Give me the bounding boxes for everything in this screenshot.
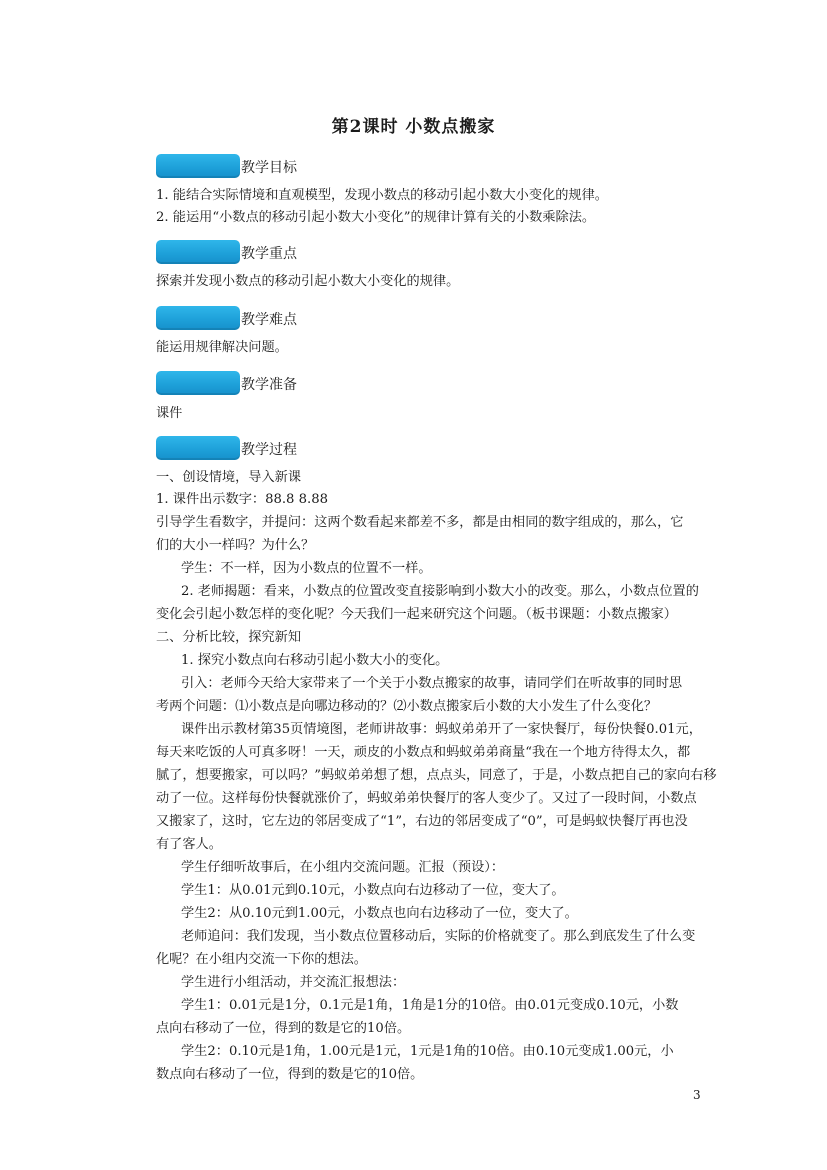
text-line: 每天来吃饭的人可真多呀！一天，顽皮的小数点和蚂蚁弟弟商量“我在一个地方待得太久，都 — [156, 745, 691, 760]
text-line: 有了客人。 — [156, 837, 222, 852]
text-line: 化呢？在小组内交流一下你的想法。 — [156, 952, 367, 967]
text-line: 数点向右移动了一位，得到的数是它的10倍。 — [156, 1067, 424, 1082]
text-line: 能运用规律解决问题。 — [156, 340, 288, 355]
text-line: 们的大小一样吗？为什么？ — [156, 538, 315, 553]
text-line: 腻了，想要搬家，可以吗？”蚂蚁弟弟想了想，点点头，同意了，于是，小数点把自己的家向右移 — [156, 768, 717, 783]
page-number: 3 — [693, 1088, 701, 1102]
section-label: 教学目标 — [241, 160, 297, 176]
text-line: 2. 老师揭题：看来，小数点的位置改变直接影响到小数大小的改变。那么，小数点位置的 — [181, 584, 699, 599]
text-line: 学生2：0.10元是1角，1.00元是1元，1元是1角的10倍。由0.10元变成1.00元，小 — [181, 1044, 674, 1059]
text-line: 点向右移动了一位，得到的数是它的10倍。 — [156, 1021, 411, 1036]
text-line: 变化会引起小数怎样的变化呢？今天我们一起来研究这个问题。（板书课题：小数点搬家） — [156, 607, 677, 622]
text-line: 学生仔细听故事后，在小组内交流问题。汇报（预设）： — [181, 860, 505, 875]
text-line: 2. 能运用“小数点的移动引起小数大小变化”的规律计算有关的小数乘除法。 — [156, 210, 596, 225]
text-line: 学生：不一样，因为小数点的位置不一样。 — [181, 561, 432, 576]
text-line: 1. 课件出示数字：88.8 8.88 — [156, 492, 329, 507]
text-line: 课件出示教材第35页情境图，老师讲故事：蚂蚁弟弟开了一家快餐厅，每份快餐0.01元， — [181, 722, 702, 737]
section-header-difficulty — [156, 304, 297, 330]
section-badge — [156, 154, 240, 178]
text-line: 学生进行小组活动，并交流汇报想法： — [181, 975, 406, 990]
text-line: 探索并发现小数点的移动引起小数大小变化的规律。 — [156, 274, 460, 289]
section-label: 教学难点 — [241, 312, 297, 328]
text-line: 动了一位。这样每份快餐就涨价了，蚂蚁弟弟快餐厅的客人变少了。又过了一段时间，小数点 — [156, 791, 697, 806]
section-header-focus — [156, 238, 297, 264]
section-header-preparation — [156, 369, 297, 395]
text-line: 考两个问题：⑴小数点是向哪边移动的？⑵小数点搬家后小数的大小发生了什么变化？ — [156, 699, 658, 714]
text-line: 一、创设情境，导入新课 — [156, 470, 302, 485]
section-header-goals — [156, 152, 297, 178]
text-line: 课件 — [156, 406, 183, 421]
text-line: 1. 能结合实际情境和直观模型，发现小数点的移动引起小数大小变化的规律。 — [156, 188, 608, 203]
section-badge — [156, 436, 240, 460]
section-badge — [156, 240, 240, 264]
text-line: 二、分析比较，探究新知 — [156, 630, 302, 645]
text-line: 引导学生看数字，并提问：这两个数看起来都差不多，都是由相同的数字组成的，那么，它 — [156, 515, 684, 530]
text-line: 引入：老师今天给大家带来了一个关于小数点搬家的故事，请同学们在听故事的同时思 — [181, 676, 683, 691]
section-badge — [156, 371, 240, 395]
text-line: 1. 探究小数点向右移动引起小数大小的变化。 — [181, 653, 449, 668]
text-line: 老师追问：我们发现，当小数点位置移动后，实际的价格就变了。那么到底发生了什么变 — [181, 929, 696, 944]
section-header-process — [156, 434, 297, 460]
section-label: 教学过程 — [241, 442, 297, 458]
text-line: 学生1：从0.01元到0.10元，小数点向右边移动了一位，变大了。 — [181, 883, 565, 898]
text-line: 学生2：从0.10元到1.00元，小数点也向右边移动了一位，变大了。 — [181, 906, 578, 921]
section-label: 教学准备 — [241, 377, 297, 393]
text-line: 又搬家了，这时，它左边的邻居变成了“1”，右边的邻居变成了“0”，可是蚂蚁快餐厅再也没 — [156, 814, 688, 829]
text-line: 学生1：0.01元是1分，0.1元是1角，1角是1分的10倍。由0.01元变成0.10元，小数 — [181, 998, 679, 1013]
page-title: 第2课时 小数点搬家 — [331, 117, 496, 137]
section-badge — [156, 306, 240, 330]
section-label: 教学重点 — [241, 246, 297, 262]
